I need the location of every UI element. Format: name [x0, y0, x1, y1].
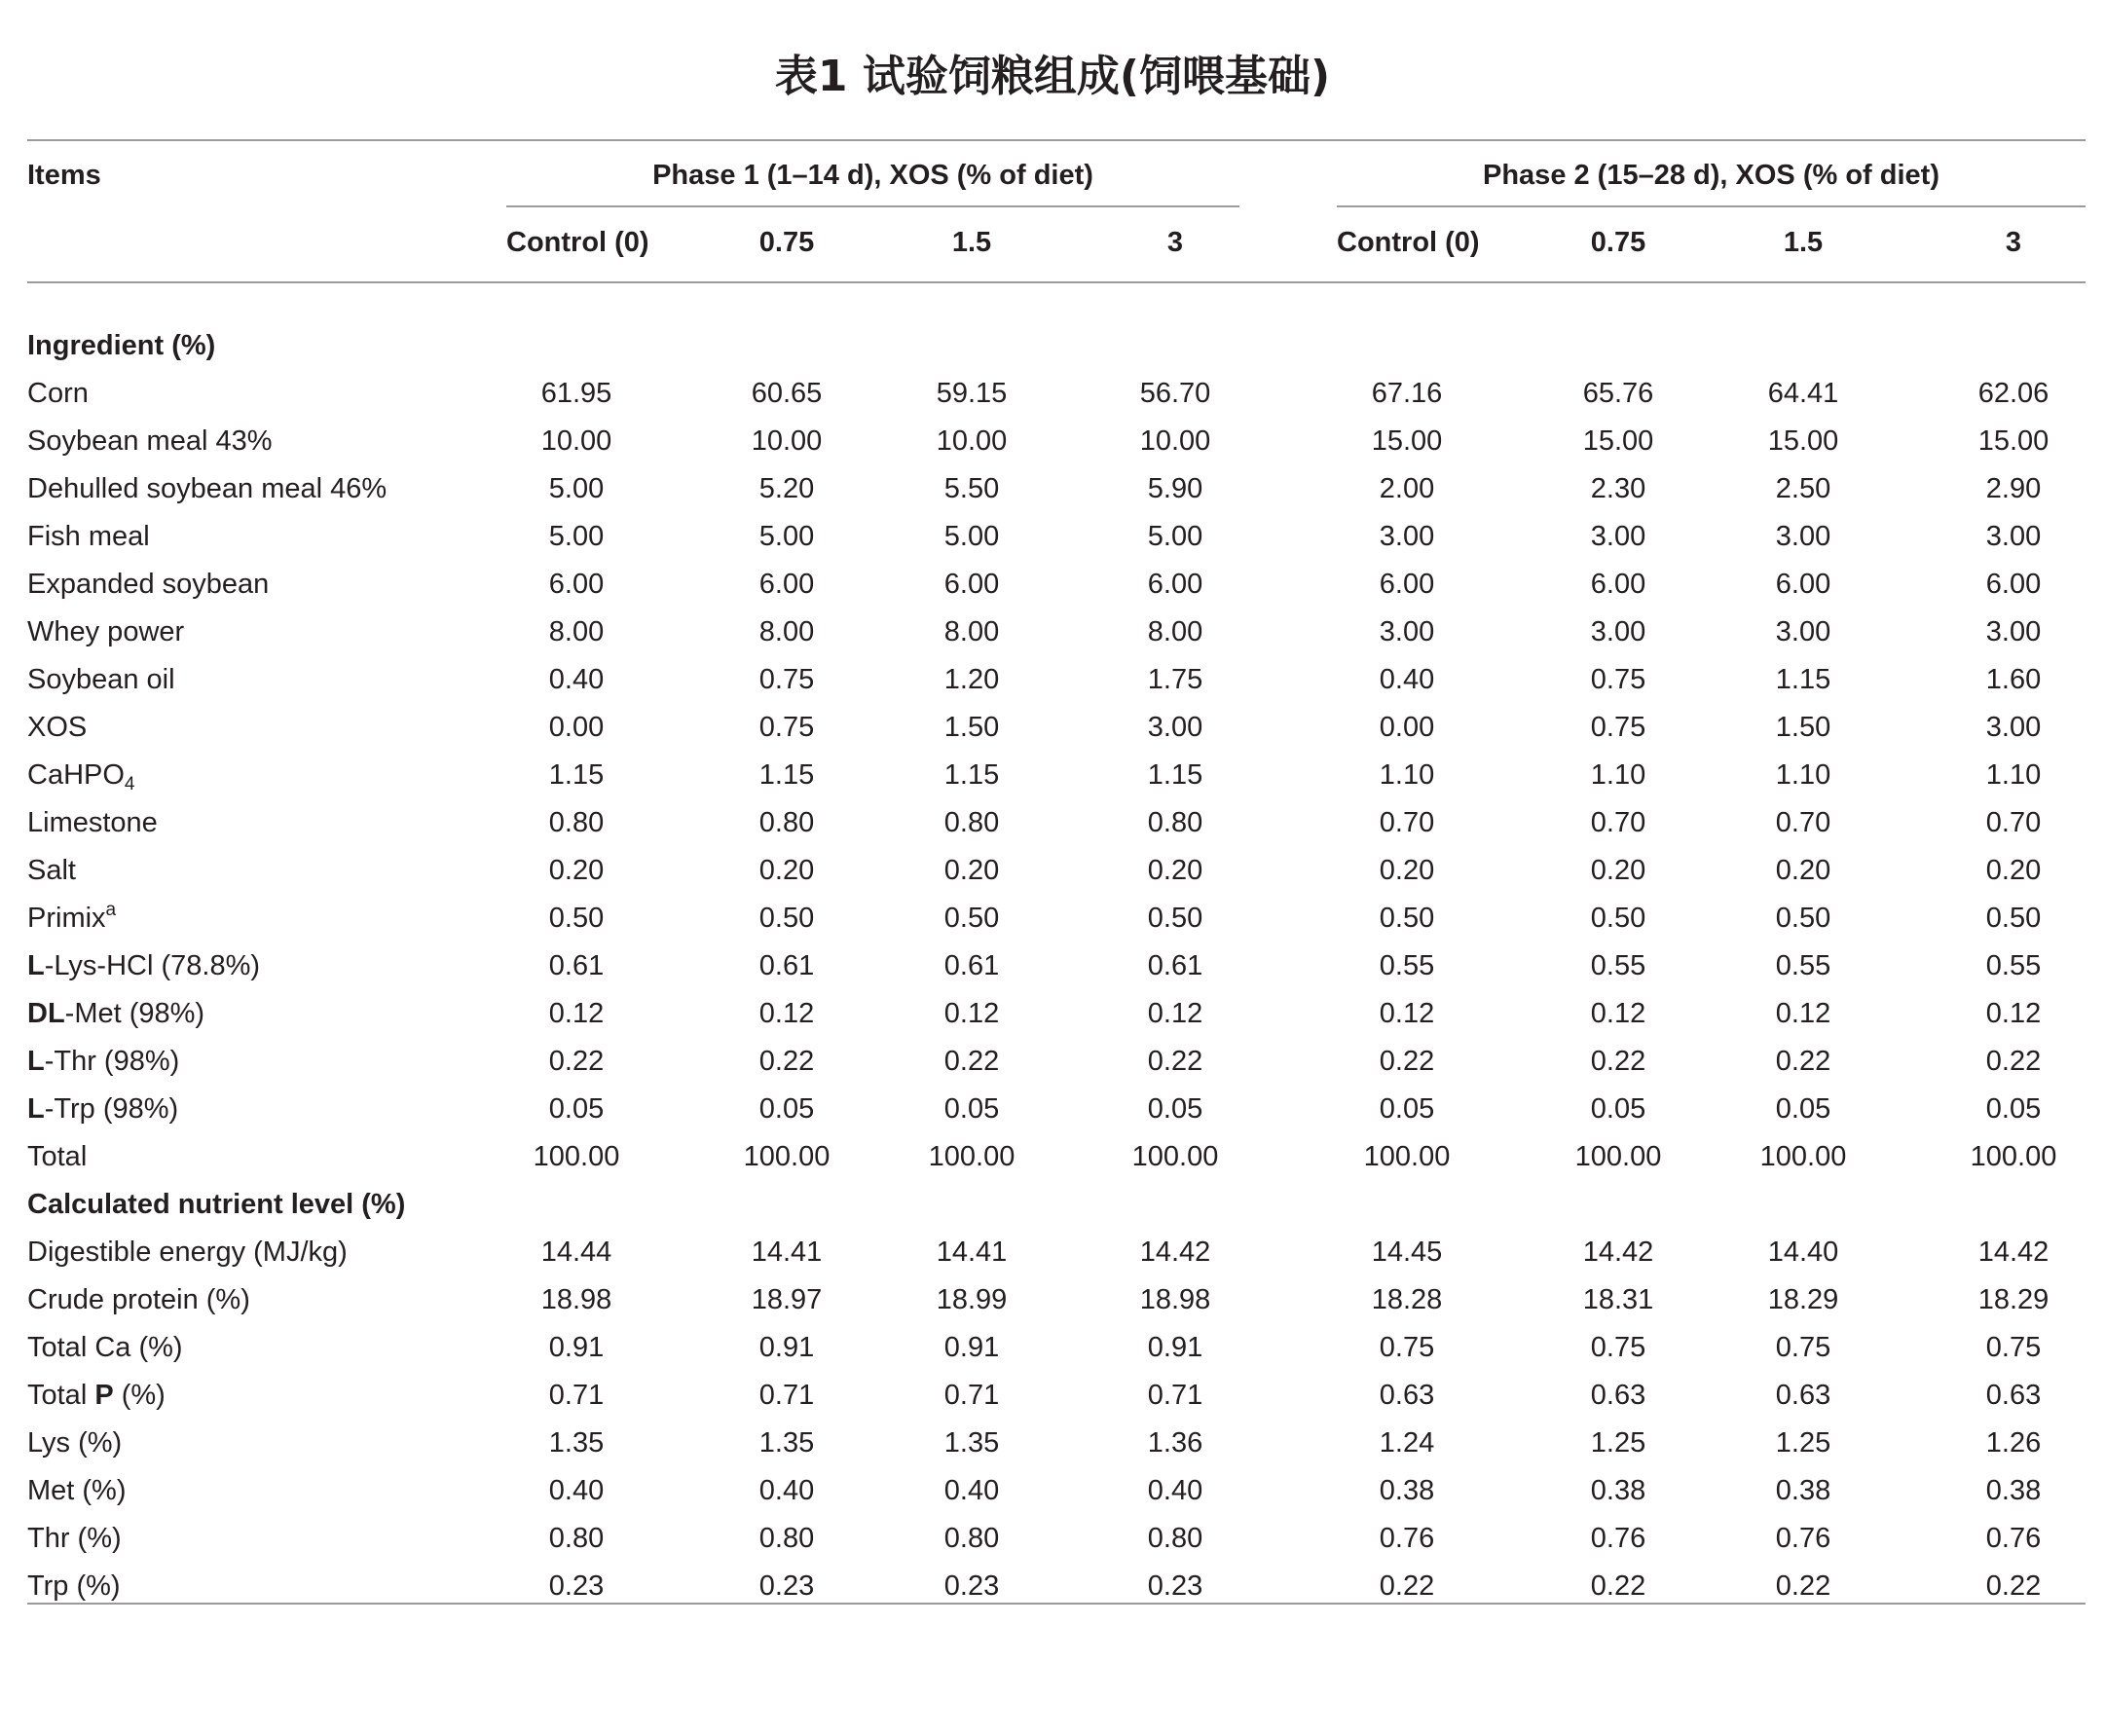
table-cell: 18.98: [540, 1283, 612, 1315]
table-cell: 0.61: [943, 949, 1000, 981]
label-text: Whey power: [27, 615, 185, 647]
table-cell: 65.76: [1582, 377, 1654, 409]
level-header: Control (0): [506, 226, 649, 258]
table-cell: 0.12: [1775, 997, 1831, 1029]
label-text: Digestible energy (MJ/kg): [27, 1236, 348, 1268]
table-cell: 1.15: [1775, 663, 1831, 695]
table-cell: 0.80: [548, 806, 605, 838]
level-header: 1.5: [1783, 226, 1824, 258]
table-cell: 0.71: [943, 1379, 1000, 1411]
table-cell: 0.12: [548, 997, 605, 1029]
table-cell: 1.10: [1379, 758, 1435, 791]
table-cell: 0.00: [548, 711, 605, 743]
table-cell: 18.98: [1139, 1283, 1211, 1315]
table-cell: 0.80: [758, 806, 815, 838]
table-cell: 0.70: [1590, 806, 1646, 838]
table-cell: 1.26: [1985, 1426, 2042, 1459]
table-cell: 0.50: [758, 902, 815, 934]
table-cell: 10.00: [751, 425, 823, 457]
table-cell: 59.15: [936, 377, 1008, 409]
label-text: Thr (%): [27, 1522, 122, 1554]
label-text: Met (%): [27, 1474, 127, 1506]
table-cell: 0.22: [1379, 1570, 1435, 1602]
table-cell: 5.00: [758, 520, 815, 552]
table-cell: 0.50: [1379, 902, 1435, 934]
table-cell: 5.00: [1147, 520, 1203, 552]
row-label: [27, 895, 116, 942]
table-cell: 0.75: [758, 711, 815, 743]
table-cell: 0.75: [1985, 1331, 2042, 1363]
label-text: Corn: [27, 377, 89, 409]
table-cell: 15.00: [1977, 425, 2050, 457]
table-cell: 3.00: [1985, 615, 2042, 647]
table-cell: 0.55: [1985, 949, 2042, 981]
row-label: [27, 513, 150, 561]
table-cell: 100.00: [743, 1140, 831, 1172]
items-header: Items: [27, 159, 101, 191]
level-header: 1.5: [951, 226, 992, 258]
row-label: [27, 1038, 179, 1086]
top-rule: [27, 139, 2086, 141]
table-cell: 6.00: [758, 568, 815, 600]
table-cell: 0.75: [1775, 1331, 1831, 1363]
table-cell: 0.63: [1985, 1379, 2042, 1411]
label-text: Trp (%): [27, 1570, 121, 1602]
table-cell: 1.75: [1147, 663, 1203, 695]
level-header: 0.75: [758, 226, 815, 258]
label-text: Total: [27, 1379, 95, 1411]
table-cell: 0.05: [1985, 1092, 2042, 1125]
table-cell: 0.22: [943, 1045, 1000, 1077]
table-cell: 0.61: [758, 949, 815, 981]
table-cell: 6.00: [1985, 568, 2042, 600]
row-label: [27, 370, 89, 418]
label-text: Expanded soybean: [27, 568, 270, 600]
table-cell: 0.40: [1379, 663, 1435, 695]
label-bold: P: [94, 1379, 114, 1411]
label-text: Total: [27, 1140, 88, 1172]
table-cell: 0.05: [548, 1092, 605, 1125]
table-cell: 0.80: [548, 1522, 605, 1554]
row-label: [27, 656, 175, 704]
table-cell: 1.10: [1775, 758, 1831, 791]
table-cell: 61.95: [540, 377, 612, 409]
table-cell: 8.00: [943, 615, 1000, 647]
table-cell: 15.00: [1767, 425, 1839, 457]
table-cell: 0.22: [1590, 1570, 1646, 1602]
table-cell: 18.99: [936, 1283, 1008, 1315]
row-label: [27, 465, 387, 513]
table-cell: 2.00: [1379, 472, 1435, 504]
table-cell: 0.23: [548, 1570, 605, 1602]
table-cell: 100.00: [1970, 1140, 2057, 1172]
table-cell: 1.15: [1147, 758, 1203, 791]
table-title: 表1 试验饲粮组成(饲喂基础): [774, 52, 1331, 101]
table-cell: 5.20: [758, 472, 815, 504]
table-cell: 0.76: [1590, 1522, 1646, 1554]
table-cell: 3.00: [1147, 711, 1203, 743]
table-cell: 0.71: [758, 1379, 815, 1411]
table-cell: 0.63: [1590, 1379, 1646, 1411]
table-cell: 0.20: [1985, 854, 2042, 886]
table-cell: 0.80: [943, 806, 1000, 838]
table-cell: 0.23: [758, 1570, 815, 1602]
table-cell: 1.24: [1379, 1426, 1435, 1459]
table-cell: 0.22: [1379, 1045, 1435, 1077]
table-cell: 18.97: [751, 1283, 823, 1315]
table-cell: 0.20: [1775, 854, 1831, 886]
label-subscript: 4: [124, 773, 135, 794]
table-cell: 100.00: [533, 1140, 620, 1172]
table-cell: 0.80: [1147, 806, 1203, 838]
label-text: -Trp (98%): [44, 1092, 179, 1125]
label-superscript: a: [105, 899, 117, 920]
label-text: Limestone: [27, 806, 158, 838]
table-cell: 0.63: [1775, 1379, 1831, 1411]
table-cell: 60.65: [751, 377, 823, 409]
table-cell: 8.00: [1147, 615, 1203, 647]
table-cell: 0.50: [943, 902, 1000, 934]
label-text: XOS: [27, 711, 88, 743]
table-cell: 1.35: [548, 1426, 605, 1459]
table-cell: 1.60: [1985, 663, 2042, 695]
table-cell: 0.50: [1985, 902, 2042, 934]
table-cell: 0.22: [1775, 1570, 1831, 1602]
table-cell: 0.40: [548, 1474, 605, 1506]
row-label: [27, 1324, 183, 1372]
section-heading: Ingredient (%): [27, 329, 216, 361]
phase2-header: Phase 2 (15–28 d), XOS (% of diet): [1483, 159, 1939, 191]
table-cell: 0.71: [548, 1379, 605, 1411]
table-cell: 5.00: [548, 472, 605, 504]
table-cell: 6.00: [1590, 568, 1646, 600]
table-cell: 1.15: [943, 758, 1000, 791]
table-cell: 18.29: [1977, 1283, 2050, 1315]
row-label: [27, 942, 260, 990]
table-cell: 0.80: [758, 1522, 815, 1554]
table-cell: 1.36: [1147, 1426, 1203, 1459]
table-cell: 3.00: [1775, 520, 1831, 552]
label-text: -Met (98%): [64, 997, 205, 1029]
table-cell: 0.40: [1147, 1474, 1203, 1506]
row-label: [27, 418, 273, 465]
table-cell: 64.41: [1767, 377, 1839, 409]
table-cell: 0.23: [943, 1570, 1000, 1602]
row-label: [27, 1515, 122, 1563]
table-cell: 14.44: [540, 1236, 612, 1268]
table-cell: 14.42: [1139, 1236, 1211, 1268]
table-cell: 0.12: [1590, 997, 1646, 1029]
table-cell: 0.12: [1147, 997, 1203, 1029]
table-cell: 1.50: [1775, 711, 1831, 743]
table-cell: 100.00: [928, 1140, 1016, 1172]
table-cell: 10.00: [936, 425, 1008, 457]
table-cell: 5.00: [943, 520, 1000, 552]
row-label: [27, 704, 87, 752]
label-text: Fish meal: [27, 520, 150, 552]
table-cell: 0.80: [943, 1522, 1000, 1554]
table-cell: 0.22: [548, 1045, 605, 1077]
table-cell: 0.22: [1985, 1570, 2042, 1602]
table-cell: 1.25: [1775, 1426, 1831, 1459]
table-cell: 0.75: [1379, 1331, 1435, 1363]
table-cell: 14.42: [1977, 1236, 2050, 1268]
row-label: [27, 1563, 121, 1610]
table-cell: 3.00: [1985, 711, 2042, 743]
row-label: [27, 1086, 178, 1133]
table-cell: 6.00: [1379, 568, 1435, 600]
table-cell: 1.35: [758, 1426, 815, 1459]
table-cell: 67.16: [1371, 377, 1443, 409]
table-cell: 14.45: [1371, 1236, 1443, 1268]
table-cell: 0.22: [758, 1045, 815, 1077]
table-cell: 18.28: [1371, 1283, 1443, 1315]
table-cell: 0.38: [1379, 1474, 1435, 1506]
table-cell: 5.50: [943, 472, 1000, 504]
table-cell: 0.76: [1985, 1522, 2042, 1554]
table-cell: 62.06: [1977, 377, 2050, 409]
table-cell: 5.00: [548, 520, 605, 552]
table-cell: 0.75: [758, 663, 815, 695]
row-label: [27, 609, 184, 656]
row-label: [27, 1467, 127, 1515]
table-cell: 0.22: [1775, 1045, 1831, 1077]
table-cell: 3.00: [1590, 615, 1646, 647]
label-text: Salt: [27, 854, 76, 886]
table-cell: 0.75: [1590, 711, 1646, 743]
table-cell: 0.05: [943, 1092, 1000, 1125]
label-text: CaHPO: [27, 758, 125, 791]
row-label: [27, 799, 158, 847]
table-cell: 0.22: [1590, 1045, 1646, 1077]
table-cell: 8.00: [548, 615, 605, 647]
level-header: Control (0): [1337, 226, 1480, 258]
table-cell: 0.75: [1590, 1331, 1646, 1363]
table-cell: 100.00: [1759, 1140, 1847, 1172]
table-cell: 6.00: [548, 568, 605, 600]
table-cell: 0.50: [1147, 902, 1203, 934]
table-cell: 0.38: [1985, 1474, 2042, 1506]
table-cell: 0.12: [943, 997, 1000, 1029]
table-cell: 6.00: [943, 568, 1000, 600]
table-cell: 0.20: [548, 854, 605, 886]
table-cell: 2.50: [1775, 472, 1831, 504]
row-label: [27, 990, 204, 1038]
table-cell: 0.50: [1590, 902, 1646, 934]
table-cell: 0.38: [1775, 1474, 1831, 1506]
table-cell: 0.55: [1379, 949, 1435, 981]
table-cell: 3.00: [1985, 520, 2042, 552]
table-cell: 2.90: [1985, 472, 2042, 504]
table-cell: 0.91: [1147, 1331, 1203, 1363]
label-prefix: L: [27, 949, 45, 981]
label-text: Total Ca (%): [27, 1331, 183, 1363]
level-header: 0.75: [1590, 226, 1646, 258]
row-label: [27, 1372, 166, 1420]
table-cell: 14.40: [1767, 1236, 1839, 1268]
table-cell: 18.29: [1767, 1283, 1839, 1315]
label-text: Lys (%): [27, 1426, 123, 1459]
table-cell: 1.25: [1590, 1426, 1646, 1459]
phase2-underline: [1337, 205, 2086, 207]
table-cell: 0.63: [1379, 1379, 1435, 1411]
label-text: Dehulled soybean meal 46%: [27, 472, 388, 504]
table-cell: 18.31: [1582, 1283, 1654, 1315]
table-cell: 1.10: [1590, 758, 1646, 791]
table-cell: 0.61: [1147, 949, 1203, 981]
table-cell: 14.42: [1582, 1236, 1654, 1268]
table-cell: 0.75: [1590, 663, 1646, 695]
phase1-underline: [506, 205, 1239, 207]
level-header: 3: [2005, 226, 2022, 258]
table-cell: 0.20: [758, 854, 815, 886]
row-label: [27, 1229, 348, 1276]
table-cell: 0.70: [1985, 806, 2042, 838]
table-cell: 0.80: [1147, 1522, 1203, 1554]
table-cell: 0.23: [1147, 1570, 1203, 1602]
table-cell: 1.10: [1985, 758, 2042, 791]
table-cell: 100.00: [1131, 1140, 1219, 1172]
table-cell: 1.35: [943, 1426, 1000, 1459]
table-cell: 0.20: [1379, 854, 1435, 886]
table-cell: 1.50: [943, 711, 1000, 743]
table-cell: 0.05: [1775, 1092, 1831, 1125]
table-cell: 14.41: [936, 1236, 1008, 1268]
table-cell: 0.38: [1590, 1474, 1646, 1506]
label-text: Soybean oil: [27, 663, 175, 695]
table-cell: 0.40: [758, 1474, 815, 1506]
table-cell: 0.00: [1379, 711, 1435, 743]
table-cell: 0.55: [1590, 949, 1646, 981]
table-cell: 1.15: [548, 758, 605, 791]
table-cell: 100.00: [1574, 1140, 1662, 1172]
table-cell: 0.05: [1590, 1092, 1646, 1125]
table-cell: 0.50: [1775, 902, 1831, 934]
section-heading: Calculated nutrient level (%): [27, 1188, 406, 1220]
table-cell: 10.00: [1139, 425, 1211, 457]
table-cell: 0.61: [548, 949, 605, 981]
table-cell: 1.15: [758, 758, 815, 791]
table-cell: 0.91: [758, 1331, 815, 1363]
table-cell: 0.91: [548, 1331, 605, 1363]
table-cell: 3.00: [1775, 615, 1831, 647]
label-text: Crude protein (%): [27, 1283, 250, 1315]
table-cell: 0.70: [1775, 806, 1831, 838]
label-text: Soybean meal 43%: [27, 425, 273, 457]
table-cell: 0.50: [548, 902, 605, 934]
header-bottom-rule: [27, 281, 2086, 283]
table-cell: 0.70: [1379, 806, 1435, 838]
label-text: -Thr (98%): [44, 1045, 180, 1077]
table-cell: 0.76: [1775, 1522, 1831, 1554]
table-cell: 15.00: [1582, 425, 1654, 457]
table-cell: 0.05: [758, 1092, 815, 1125]
row-label: [27, 561, 269, 609]
table-cell: 0.91: [943, 1331, 1000, 1363]
table-cell: 0.40: [943, 1474, 1000, 1506]
table-cell: 0.22: [1147, 1045, 1203, 1077]
table-cell: 0.71: [1147, 1379, 1203, 1411]
label-text: Primix: [27, 902, 106, 934]
table-cell: 0.55: [1775, 949, 1831, 981]
label-text: -Lys-HCl (78.8%): [44, 949, 261, 981]
table-cell: 6.00: [1147, 568, 1203, 600]
table-cell: 0.76: [1379, 1522, 1435, 1554]
table-cell: 0.20: [1590, 854, 1646, 886]
table-cell: 56.70: [1139, 377, 1211, 409]
table-cell: 0.05: [1379, 1092, 1435, 1125]
table-cell: 0.40: [548, 663, 605, 695]
row-label: [27, 1133, 87, 1181]
row-label: [27, 752, 135, 799]
table-cell: 0.20: [943, 854, 1000, 886]
label-prefix: L: [27, 1092, 45, 1125]
level-header: 3: [1166, 226, 1184, 258]
table-cell: 6.00: [1775, 568, 1831, 600]
table-cell: 0.20: [1147, 854, 1203, 886]
label-prefix: L: [27, 1045, 45, 1077]
table-cell: 100.00: [1363, 1140, 1451, 1172]
table-cell: 0.12: [1379, 997, 1435, 1029]
row-label: [27, 847, 76, 895]
phase1-header: Phase 1 (1–14 d), XOS (% of diet): [652, 159, 1093, 191]
row-label: [27, 1420, 122, 1467]
table-cell: 3.00: [1379, 520, 1435, 552]
table-cell: 10.00: [540, 425, 612, 457]
table-cell: 0.22: [1985, 1045, 2042, 1077]
table-cell: 0.12: [1985, 997, 2042, 1029]
table-cell: 1.20: [943, 663, 1000, 695]
table-cell: 8.00: [758, 615, 815, 647]
table-cell: 0.12: [758, 997, 815, 1029]
table-cell: 5.90: [1147, 472, 1203, 504]
table-cell: 3.00: [1379, 615, 1435, 647]
table-cell: 0.05: [1147, 1092, 1203, 1125]
table-cell: 15.00: [1371, 425, 1443, 457]
table-cell: 2.30: [1590, 472, 1646, 504]
label-prefix: DL: [27, 997, 65, 1029]
row-label: [27, 1276, 250, 1324]
table-cell: 3.00: [1590, 520, 1646, 552]
table-cell: 14.41: [751, 1236, 823, 1268]
label-suffix: (%): [113, 1379, 166, 1411]
